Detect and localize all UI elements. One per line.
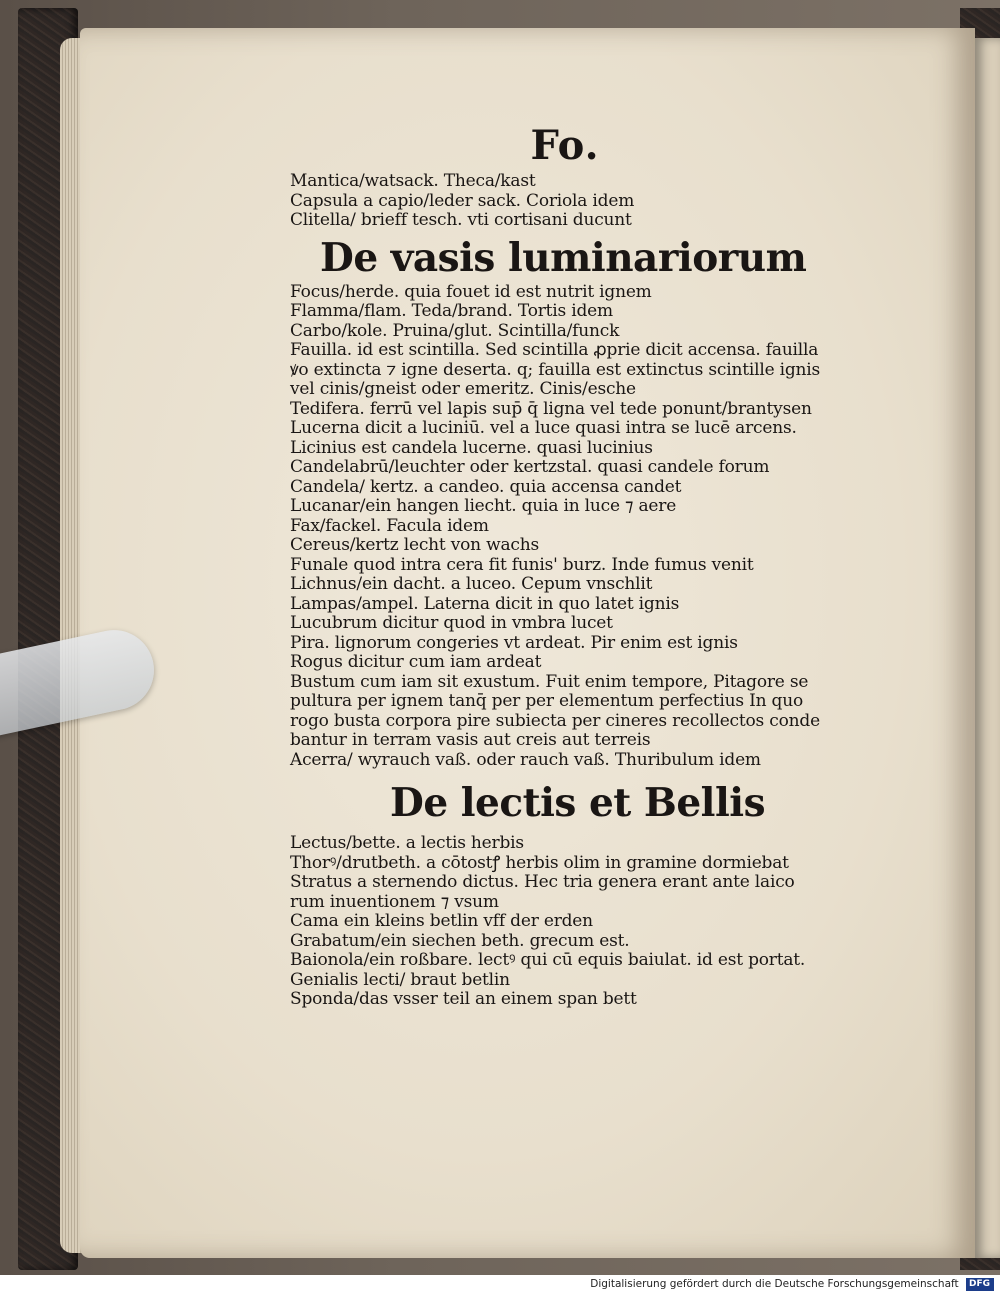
text-line: Lucubrum dicitur quod in vmbra lucet — [290, 613, 613, 633]
text-line: Lampas/ampel. Laterna dicit in quo latet ignis — [290, 593, 680, 614]
text-line: Focus/herde. quia fouet id est nutrit ignem — [290, 281, 652, 302]
dfg-logo: DFG — [966, 1278, 994, 1291]
text-line: Flamma/flam. Teda/brand. Tortis idem — [290, 301, 613, 321]
text-line: Mantica/watsack. Theca/kast — [290, 171, 536, 191]
text-line: Licinius est candela lucerne. quasi lucinius — [290, 437, 653, 458]
text-line: bantur in terram vasis aut creis aut terreis — [290, 730, 651, 750]
text-line: ꝟo extincta ⁊ igne deserta. q; fauilla est extinctus scintille ignis — [290, 359, 821, 380]
text-section-top — [290, 172, 850, 231]
text-section-luminariorum — [290, 283, 850, 771]
text-line: Pira. lignorum congeries vt ardeat. Pir enim est ignis — [290, 632, 738, 653]
text-line: Rogus dicitur cum iam ardeat — [290, 652, 542, 672]
section-heading-lectis: De lectis et Bellis — [390, 780, 766, 826]
text-line: Candela/ kertz. a candeo. quia accensa candet — [290, 476, 682, 497]
text-line: Sponda/das vsser teil an einem span bett — [290, 989, 637, 1009]
text-line: Bustum cum iam sit exustum. Fuit enim tempore, Pitagore se — [290, 671, 809, 692]
text-line: Lectus/bette. a lectis herbis — [290, 833, 524, 853]
text-line: rum inuentionem ⁊ vsum — [290, 891, 499, 912]
text-line: Baionola/ein roßbare. lectꝰ qui cū equis baiulat. id est portat. — [290, 950, 806, 970]
text-line: Cama ein kleins betlin vff der erden — [290, 911, 593, 931]
digitization-footer — [0, 1275, 1000, 1293]
text-line: Funale quod intra cera fit funis' burz. Inde fumus venit — [290, 554, 754, 575]
text-line: pultura per ignem tanq̄ per per elementum perfectius In quo — [290, 691, 804, 711]
text-line: Clitella/ brieff tesch. vti cortisani ducunt — [290, 210, 632, 230]
text-line: Carbo/kole. Pruina/glut. Scintilla/funck — [290, 320, 620, 341]
text-section-lectis — [290, 834, 850, 1010]
text-line: Fauilla. id est scintilla. Sed scintilla ꝓprie dicit accensa. fauilla — [290, 340, 819, 360]
text-line: Lucanar/ein hangen liecht. quia in luce ⁊ aere — [290, 496, 677, 516]
text-line: rogo busta corpora pire subiecta per cineres recollectos conde — [290, 710, 820, 731]
text-line: vel cinis/gneist oder emeritz. Cinis/esche — [290, 379, 636, 399]
footer-credit: Digitalisierung gefördert durch die Deutsche Forschungsgemeinschaft — [590, 1278, 959, 1290]
text-line: Lichnus/ein dacht. a luceo. Cepum vnschlit — [290, 574, 653, 594]
text-line: Grabatum/ein siechen beth. grecum est. — [290, 930, 630, 951]
text-line: Genialis lecti/ braut betlin — [290, 969, 510, 990]
text-line: Tedifera. ferrū vel lapis sup̄ q̄ ligna vel tede ponunt/brantysen — [290, 398, 812, 419]
facing-page — [975, 38, 1000, 1258]
text-line: Candelabrū/leuchter oder kertzstal. quasi candele forum — [290, 457, 770, 477]
text-line: Lucerna dicit a luciniū. vel a luce quasi intra se lucē arcens. — [290, 418, 797, 438]
page-text — [290, 120, 850, 1010]
text-line: Fax/fackel. Facula idem — [290, 515, 489, 536]
text-line: Cereus/kertz lecht von wachs — [290, 535, 540, 555]
text-line: Thorꝰ/drutbeth. a cōtostꝭ herbis olim in gramine dormiebat — [290, 852, 789, 873]
text-line: Acerra/ wyrauch vaß. oder rauch vaß. Thuribulum idem — [290, 749, 761, 770]
running-head: Fo. — [530, 122, 600, 169]
text-line: Stratus a sternendo dictus. Hec tria genera erant ante laico — [290, 872, 795, 892]
text-line: Capsula a capio/leder sack. Coriola idem — [290, 190, 635, 211]
section-heading-luminariorum: De vasis luminariorum — [320, 234, 807, 281]
